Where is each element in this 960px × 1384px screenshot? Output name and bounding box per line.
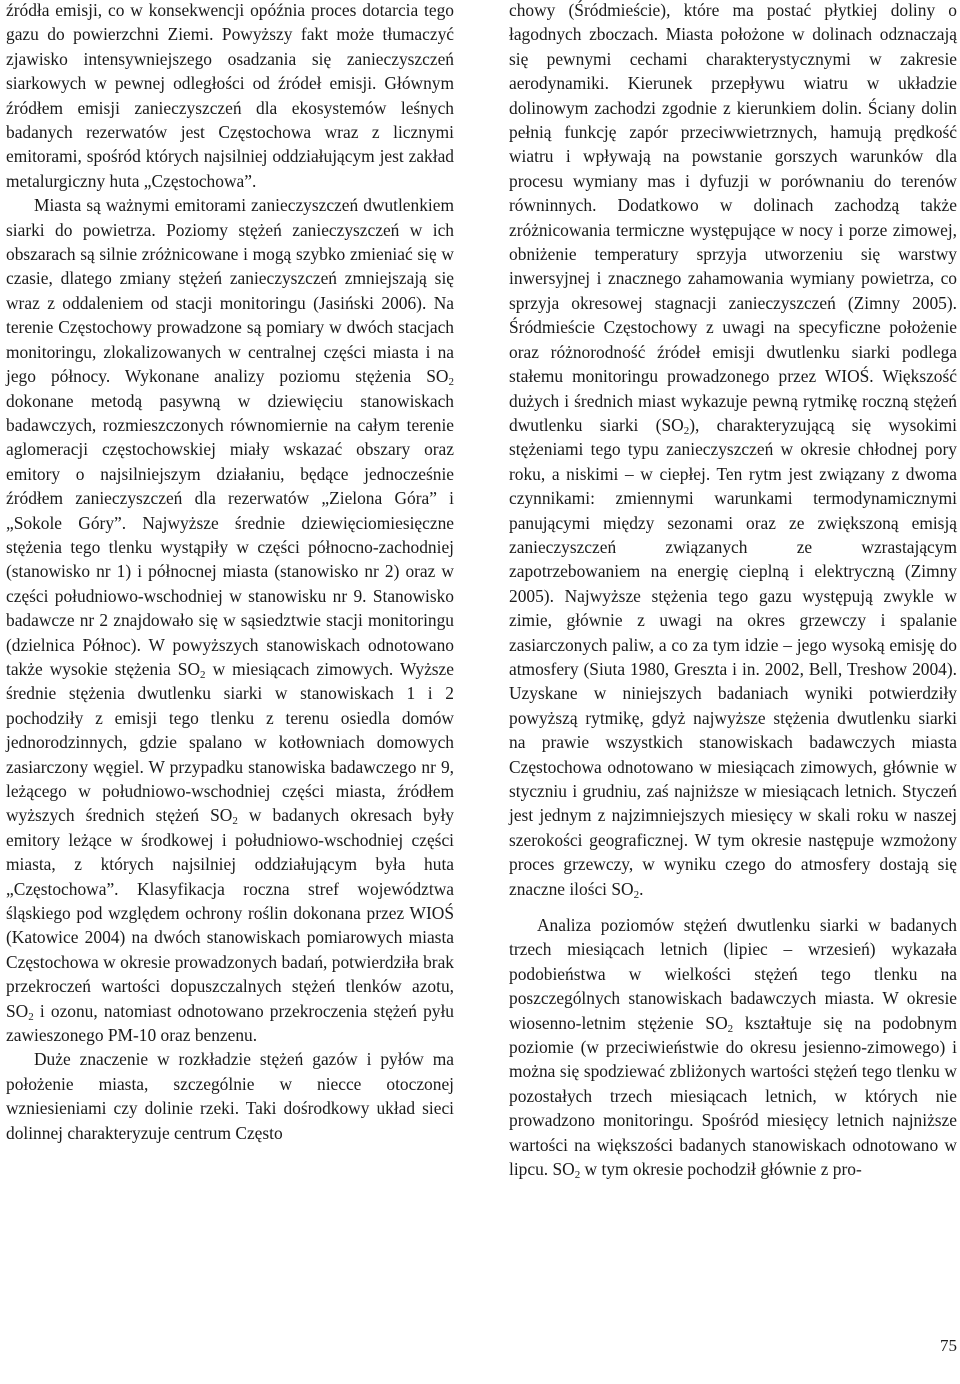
paragraph xyxy=(6,0,454,193)
text-run: w miesiącach zimowych. Wyższe średnie stężenia dwutlenku siarki w stanowiskach 1 i 2 pochodziły z emisji tego tlenku z terenu osiedla domów jednorodzinnych, gdzie spalano w kotłowniach domowych zasiarczony węgiel. W przypadku stanowiska badawczego nr 9, leżącego w południowo-wschodniej części miasta, źródłem wyższych średnich stężeń SO xyxy=(6,658,454,826)
paragraph xyxy=(6,1047,454,1145)
paragraph xyxy=(509,0,957,901)
paragraph xyxy=(509,913,957,1181)
text-run: dokonane metodą pasywną w dziewięciu stanowiskach badawczych, rozmieszczonych równomiernie na całym terenie aglomeracji częstochowskiej miały wskazać obszary oraz emitory o najsilniejszym działaniu, będące jednocześnie źródłem zanieczyszczeń dla rezerwatów „Zielona Góra” i „Sokole Góry”. Najwyższe średnie dziewięciomiesięczne stężenia tego tlenku wystąpiły w części północno-zachodniej (stanowisko nr 1) i północnej miasta (stanowisko nr 2) oraz w części południowo-wschodniej w stanowisku nr 9. Stanowisko badawcze nr 2 znajdowało się w sąsiedztwie stacji monitoringu (dzielnica Północ). W powyższych stanowiskach odnotowano także wysokie stężenia SO xyxy=(6,390,454,679)
text-run: źródła emisji, co w konsekwencji opóźnia proces dotarcia tego gazu do powierzchni Ziemi. Powyższy fakt może tłumaczyć zjawisko intensywniejszego osadzania się zanieczyszczeń siarkowych w pewnej odległości od źródeł emisji. Głównym źródłem emisji zanieczyszczeń dla ekosystemów leśnych badanych rezerwatów jest Częstochowa wraz z licznymi emitorami, spośród których najsilniej oddziałującym jest zakład metalurgiczny huta „Częstochowa”. xyxy=(6,0,454,191)
text-run: Miasta są ważnymi emitorami zanieczyszczeń dwutlenkiem siarki do powietrza. Poziomy stężeń zanieczyszczeń w ich obszarach są silnie zróżnicowane i mogą szybko zmieniać się w czasie, dlatego zmiany stężeń zanieczyszczeń zmniejszają się wraz z oddaleniem od stacji monitoringu (Jasiński 2006). Na terenie Częstochowy prowadzone są pomiary w dwóch stacjach monitoringu, zlokalizowanych w centralnej części miasta i na jego północy. Wykonane analizy poziomu stężenia SO xyxy=(6,195,454,387)
page-number: 75 xyxy=(940,1336,957,1355)
subscript: 2 xyxy=(574,1169,581,1182)
left-column xyxy=(6,0,454,1145)
text-run: kształtuje się na podobnym poziomie (w przeciwieństwie do okresu jesienno-zimowego) i można się spodziewać zbliżonych wartości stężeń tego tlenku w pozostałych trzech miesiącach letnich, w których nie prowadzono monitoringu. Spośród miesięcy letnich najniższe wartości na większości badanych stanowiskach odnotowano w lipcu. SO xyxy=(509,1012,957,1180)
text-run: chowy (Śródmieście), które ma postać płytkiej doliny o łagodnych zboczach. Miasta położone w dolinach odznaczają się pewnymi cechami charakterystycznymi w zakresie aerodynamiki. Kierunek przepływu wiatru w układzie dolinowym zachodzi zgodnie z kierunkiem dolin. Ściany dolin pełnią funkcję zapór przeciwwietrznych, hamują prędkość wiatru i wpływają na powstanie gorszych warunków dla procesu wymiany mas i dyfuzji w porównaniu do terenów równinnych. Dodatkowo w dolinach zachodzą także zróżnicowania termiczne występujące w nocy i porze zimowej, obniżenie temperatury sprzyja utworzeniu się warstwy inwersyjnej i znacznego zahamowania wymiany powietrza, co sprzyja okresowej stagnacji zanieczyszczeń (Zimny 2005). Śródmieście Częstochowy z uwagi na specyficzne położenie oraz różnorodność źródeł emisji dwutlenku siarki podlega stałemu monitoringu prowadzonego przez WIOŚ. Większość dużych i średnich miast wykazuje pewną rytmikę roczną stężeń dwutlenku siarki (SO xyxy=(509,0,957,435)
text-run: i ozonu, natomiast odnotowano przekroczenia stężeń pyłu zawieszonego PM-10 oraz benzenu. xyxy=(6,1000,454,1046)
text-run: Analiza poziomów stężeń dwutlenku siarki w badanych trzech miesiącach letnich (lipiec – wrzesień) wykazała podobieństwa w wielkości stężeń tego tlenku na poszczególnych stanowiskach badawczych miasta. W okresie wiosenno-letnim stężenie SO xyxy=(509,915,957,1033)
text-run: ), charakteryzującą się wysokimi stężeniami tego typu zanieczyszczeń w okresie chłodnej pory roku, a niskimi – w ciepłej. Ten rytm jest związany z dwoma czynnikami: zmiennymi warunkami termodynamicznymi panującymi między sezonami oraz ze zwiększoną emisją zanieczyszczeń związanych ze wzrastającym zapotrzebowaniem na energię cieplną i elektryczną (Zimny 2005). Najwyższe stężenia tego gazu występują zwykle w zimie, głównie z uwagi na okres grzewczy i spalanie zasiarczonych paliw, a co za tym idzie – jego wysoką emisję do atmosfery (Siuta 1980, Greszta i in. 2002, Bell, Treshow 2004). Uzyskane w niniejszych badaniach wyniki potwierdziły powyższą rytmikę, gdyż najwyższe stężenia dwutlenku siarki na prawie wszystkich stanowiskach badawczych miasta Częstochowa odnotowano w miesiącach zimowych, głównie w styczniu i grudniu, zaś najniższe w miesiącach letnich. Styczeń jest jednym z najzimniejszych miesięcy w skali roku w naszej szerokości geograficznej. W tym okresie następuje wzmożony proces grzewczy, w wyniku czego do atmosfery dostają się znaczne ilości SO xyxy=(509,414,957,899)
text-run: . xyxy=(639,878,644,899)
text-run: Duże znaczenie w rozkładzie stężeń gazów i pyłów ma położenie miasta, szczególnie w niecce otoczonej wzniesieniami czy dolinie rzeki. Taki dośrodkowy układ sieci dolinnej charakteryzuje centrum Często xyxy=(6,1049,454,1143)
paragraph xyxy=(6,193,454,1047)
subscript: 2 xyxy=(28,1010,34,1023)
text-run: w tym okresie pochodził głównie z pro- xyxy=(580,1159,862,1180)
subscript: 2 xyxy=(633,888,640,901)
subscript: 2 xyxy=(232,815,238,828)
subscript: 2 xyxy=(727,1022,734,1035)
right-column xyxy=(509,0,957,1182)
text-run: w badanych okresach były emitory leżące w środkowej i południowo-wschodniej części miasta, z których najsilniej oddziałującym była huta „Częstochowa”. Klasyfikacja roczna stref województwa śląskiego pod względem ochrony roślin dokonana przez WIOŚ (Katowice 2004) na dwóch stanowiskach pomiarowych miasta Częstochowa w okresie prowadzonych badań, potwierdziła brak przekroczeń wartości dopuszczalnych stężeń tlenków azotu, SO xyxy=(6,805,454,1021)
subscript: 2 xyxy=(200,668,206,681)
subscript: 2 xyxy=(448,376,454,389)
subscript: 2 xyxy=(683,424,690,437)
